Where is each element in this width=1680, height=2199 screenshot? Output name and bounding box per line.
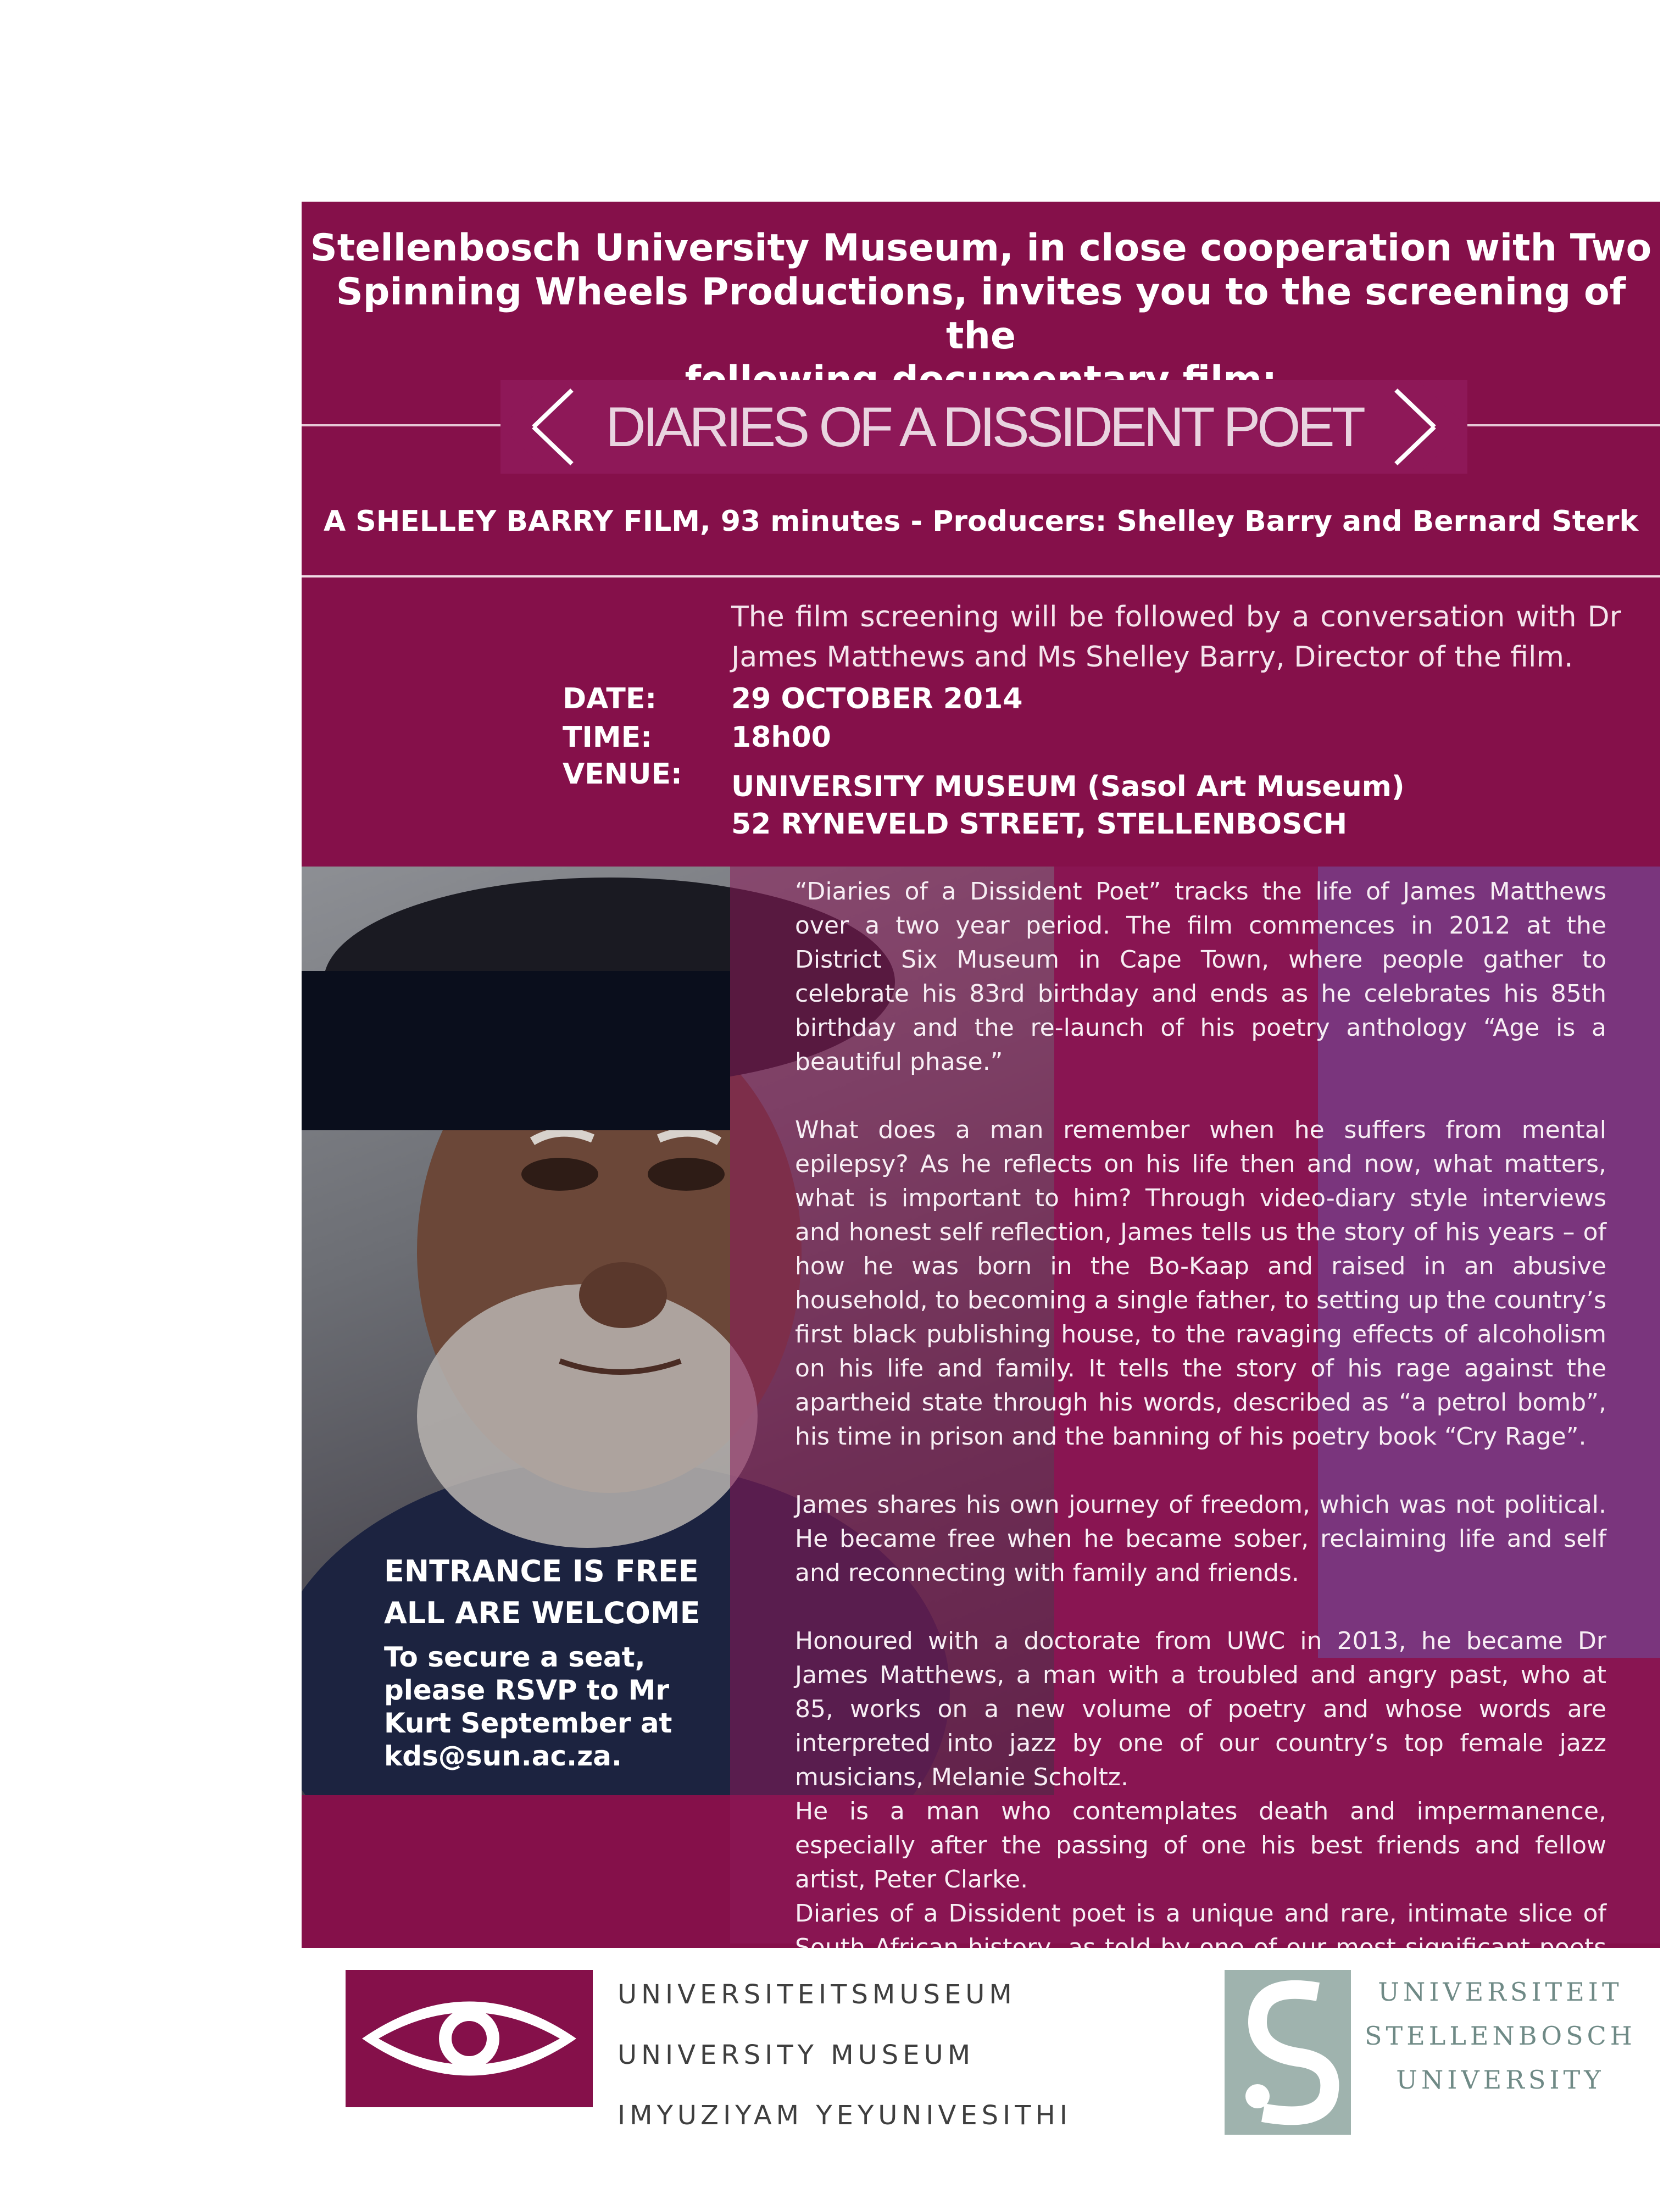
university-wordmark bbox=[1365, 1970, 1636, 2102]
synopsis-paragraph: He is a man who contemplates death and impermanence, especially after the passing of one his best friends and fellow artist, Peter Clarke. bbox=[795, 1797, 1606, 1893]
film-credits: A SHELLEY BARRY FILM, 93 minutes - Producers: Shelley Barry and Bernard Sterk bbox=[323, 505, 1639, 538]
intro-line-1: Stellenbosch University Museum, in close cooperation with Two bbox=[310, 226, 1652, 270]
university-line-3: UNIVERSITY bbox=[1396, 2065, 1605, 2095]
date-value: 29 OCTOBER 2014 bbox=[731, 682, 1023, 715]
intro-heading bbox=[302, 226, 1660, 402]
museum-name-xhosa: IMYUZIYAM YEYUNIVESITHI bbox=[618, 2100, 1072, 2131]
synopsis-paragraph: Honoured with a doctorate from UWC in 2013, he became Dr James Matthews, a man with a troubled and angry past, who at 85, works on a new volume of poetry and whose words are interpreted into jazz by one of our country’s top female jazz musicians, Melanie Scholtz. bbox=[795, 1627, 1606, 1791]
venue-label: VENUE: bbox=[563, 758, 682, 791]
venue-line-2: 52 RYNEVELD STREET, STELLENBOSCH bbox=[731, 808, 1348, 841]
date-label: DATE: bbox=[563, 682, 657, 715]
time-label: TIME: bbox=[563, 721, 652, 754]
museum-eye-logo-icon bbox=[346, 1970, 593, 2107]
section-divider bbox=[302, 575, 1660, 577]
synopsis-paragraph: Diaries of a Dissident poet is a unique and rare, intimate slice of bbox=[795, 1900, 1606, 1928]
time-value: 18h00 bbox=[731, 721, 831, 754]
rsvp-text: To secure a seat, please RSVP to Mr Kurt September at kds@sun.ac.za. bbox=[384, 1641, 672, 1772]
cta-background bbox=[302, 971, 730, 1130]
all-welcome-text: ALL ARE WELCOME bbox=[384, 1596, 700, 1630]
conversation-note: The film screening will be followed by a conversation with Dr James Matthews and Ms Shelley Barry, Director of the film. bbox=[731, 601, 1621, 674]
entrance-free-text: ENTRANCE IS FREE bbox=[384, 1554, 699, 1589]
museum-wordmark bbox=[618, 1964, 1072, 2146]
film-title-banner bbox=[500, 380, 1467, 474]
film-title: DIARIES OF A DISSIDENT POET bbox=[605, 395, 1362, 458]
university-line-1: UNIVERSITEIT bbox=[1378, 1977, 1623, 2007]
entrance-info bbox=[384, 1551, 725, 1773]
museum-name-english: UNIVERSITY MUSEUM bbox=[618, 2040, 975, 2070]
museum-name-afrikaans: UNIVERSITEITSMUSEUM bbox=[618, 1979, 1016, 2010]
flyer bbox=[302, 202, 1660, 1985]
film-synopsis bbox=[795, 875, 1606, 1985]
synopsis-paragraph: “Diaries of a Dissident Poet” tracks the life of James Matthews over a two year period. The film commences in 2012 at the District Six Museum in Cape Town, where people gather to celebrate his 83rd birthday and ends as he celebrates his 85th birthday and the re-launch of his poetry anthology “Age is a beautiful phase.” bbox=[795, 878, 1606, 1076]
synopsis-paragraph: What does a man remember when he suffers from mental epilepsy? As he reflects on his life then and now, what matters, what is important to him? Through video-diary style interviews and honest self reflection, James tells us the story of his years – of how he was born in the Bo-Kaap and raised in an abusive household, to becoming a single father, to setting up the country’s first black publishing house, to the ravaging effects of alcoholism on his life and family. It tells the story of his rage against the apartheid state through his words, described as “a petrol bomb”, his time in prison and the banning of his poetry book “Cry Rage”. bbox=[795, 1116, 1606, 1451]
intro-line-2: Spinning Wheels Productions, invites you to the screening of the bbox=[336, 270, 1626, 358]
footer-logos bbox=[302, 1948, 1660, 2195]
stellenbosch-crest-icon bbox=[1225, 1970, 1351, 2135]
venue-line-1: UNIVERSITY MUSEUM (Sasol Art Museum) bbox=[731, 770, 1405, 803]
university-line-2: STELLENBOSCH bbox=[1365, 2021, 1636, 2051]
synopsis-paragraph: James shares his own journey of freedom, which was not political. He became free when he became sober, reclaiming life and self and reconnecting with family and friends. bbox=[795, 1491, 1606, 1587]
